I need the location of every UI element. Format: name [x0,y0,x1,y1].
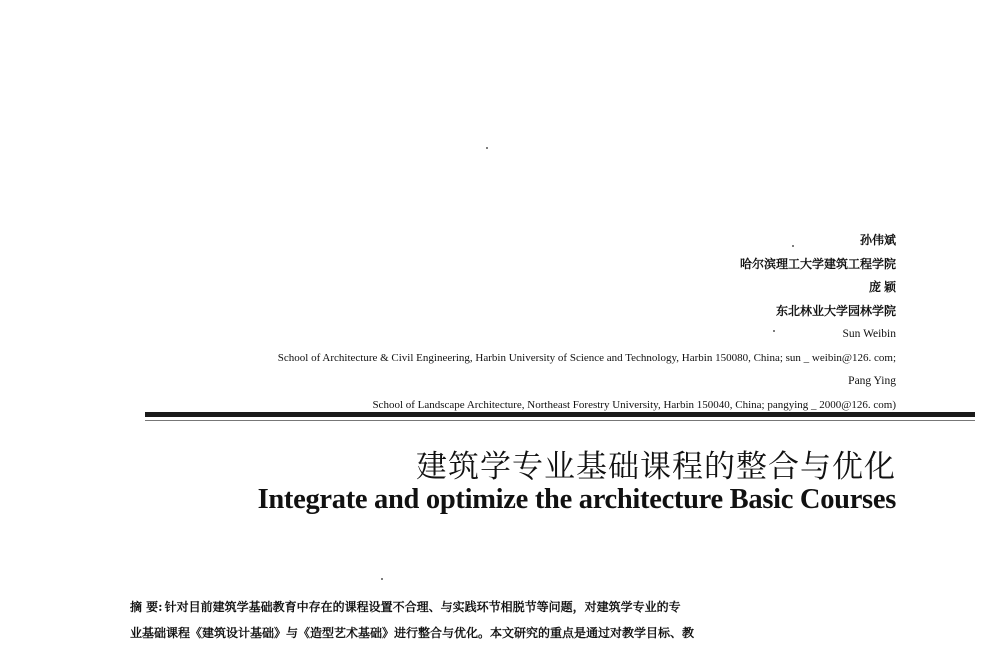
author-cn-name-1: 孙伟斌 [859,233,896,247]
abstract-label: 摘 要: [130,600,163,614]
author-en-affiliation-1: School of Architecture & Civil Engineering, Harbin University of Science and Technology, Harbin 150080, China; sun _ weibin@126. com; [277,351,896,364]
author-en-name-2: Pang Ying [848,375,896,387]
author-cn-institution-1: 哈尔滨理工大学建筑工程学院 [739,256,896,271]
scan-speck [381,578,383,580]
author-cn-institution-2: 东北林业大学园林学院 [775,303,896,318]
abstract-text-1: 针对目前建筑学基础教育中存在的课程设置不合理、与实践环节相脱节等问题，对建筑学专业的专 [164,600,681,614]
section-divider-thick [145,412,975,417]
abstract [130,594,870,646]
abstract-line-2: 业基础课程《建筑设计基础》与《造型艺术基础》进行整合与优化。本文研究的重点是通过对教学目标、教 [130,626,695,640]
scan-speck [486,147,488,149]
page-title-english: Integrate and optimize the architecture Basic Courses [257,484,896,515]
abstract-line-1 [130,594,870,620]
author-cn-name-2: 庞 颖 [868,280,896,294]
author-en-affiliation-2: School of Landscape Architecture, Northeast Forestry University, Harbin 150040, China; pangying _ 2000@126. com) [372,398,896,411]
author-block [278,229,896,417]
section-divider-thin [145,420,975,421]
author-en-name-1: Sun Weibin [842,328,896,340]
page-title-chinese: 建筑学专业基础课程的整合与优化 [416,449,896,485]
